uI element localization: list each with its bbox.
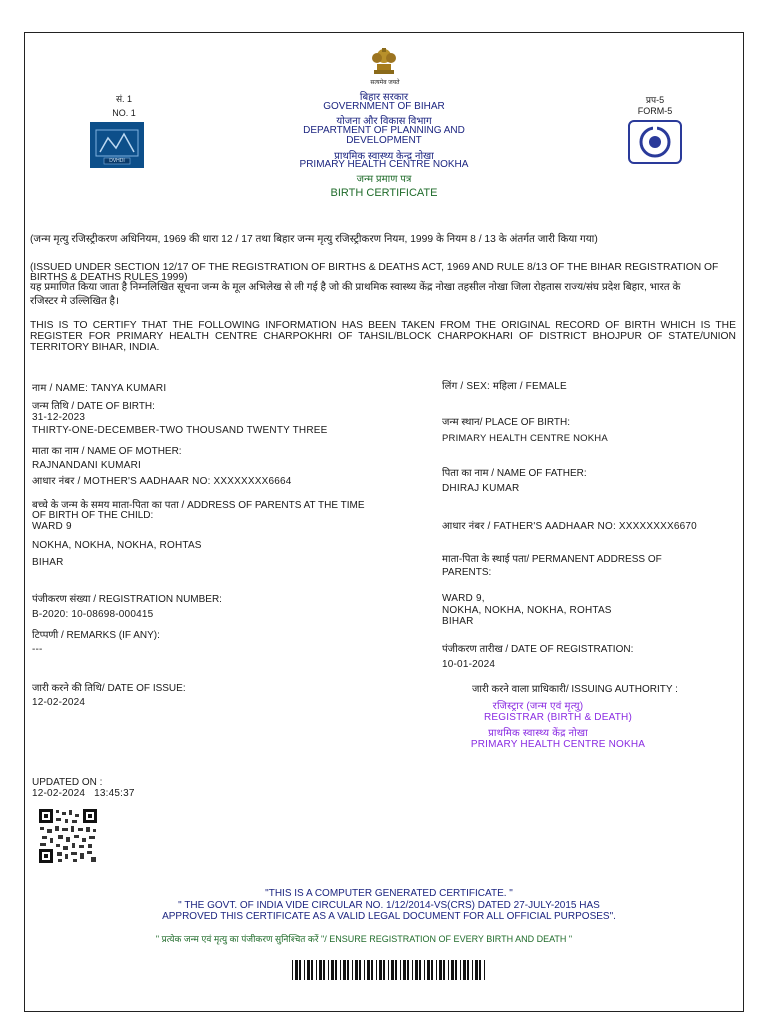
footer-line-1: "THIS IS A COMPUTER GENERATED CERTIFICATE. ": [265, 888, 513, 899]
dob-label: जन्म तिथि / DATE OF BIRTH:: [32, 401, 155, 412]
father-name: DHIRAJ KUMAR: [442, 483, 520, 494]
state-name-hindi: बिहार सरकार: [359, 92, 409, 103]
registration-date-label: पंजीकरण तारीख / DATE OF REGISTRATION:: [442, 644, 634, 655]
place-of-birth-label: जन्म स्थान/ PLACE OF BIRTH:: [442, 417, 570, 428]
permanent-address-line-2: NOKHA, NOKHA, NOKHA, ROHTAS: [442, 605, 612, 616]
authority-line-2: REGISTRAR (BIRTH & DEATH): [484, 712, 632, 723]
permanent-address-line-1: WARD 9,: [442, 593, 485, 604]
dob-words: THIRTY-ONE-DECEMBER-TWO THOUSAND TWENTY THREE: [32, 425, 328, 436]
issue-date: 12-02-2024: [32, 697, 86, 708]
updated-value: 12-02-2024 13:45:37: [32, 788, 135, 799]
certify-statement-hindi-2: रजिस्टर मे उल्लिखित है।: [30, 296, 119, 307]
updated-label: UPDATED ON :: [32, 777, 103, 788]
issue-date-label: जारी करने की तिथि/ DATE OF ISSUE:: [32, 683, 186, 694]
certificate-title-hindi: जन्म प्रमाण पत्र: [356, 174, 412, 185]
barcode-icon: [292, 960, 488, 980]
authority-line-1: रजिस्ट्रार (जन्म एवं मृत्यु): [492, 701, 584, 712]
centre-hindi: प्राथमिक स्वास्थ्य केन्द्र नोखा: [334, 151, 434, 162]
crs-logo-icon: [635, 125, 675, 159]
department-hindi: योजना और विकास विभाग: [336, 116, 432, 127]
act-reference-2: BIRTHS & DEATHS RULES 1999): [30, 272, 188, 283]
department-logo-text: DVHDI: [109, 158, 125, 164]
permanent-address-label-1: माता-पिता के स्थाई पता/ PERMANENT ADDRESS OF: [442, 554, 662, 565]
act-reference-hindi: (जन्म मृत्यु रजिस्ट्रीकरण अधिनियम, 1969 की धारा 12 / 17 तथा बिहार जन्म मृत्यु रजिस्ट्रीकरण नियम, 1999 के नियम 8 / 13 के अंतर्गत जारी किया गया): [30, 234, 598, 245]
place-of-birth: PRIMARY HEALTH CENTRE NOKHA: [442, 433, 608, 444]
address-line-2: NOKHA, NOKHA, NOKHA, ROHTAS: [32, 540, 202, 551]
authority-line-3: प्राथमिक स्वास्थ्य केंद्र नोखा: [488, 728, 588, 739]
serial-no: NO. 1: [112, 108, 136, 118]
department-name-2: DEVELOPMENT: [346, 135, 422, 146]
address-line-3: BIHAR: [32, 557, 64, 568]
father-aadhaar: आधार नंबर / FATHER'S AADHAAR NO: XXXXXXXX6670: [442, 521, 697, 532]
footer-slogan: " प्रत्येक जन्म एवं मृत्यु का पंजीकरण सुनिश्चित करें "/ ENSURE REGISTRATION OF EVERY BIRTH AND DEATH ": [155, 934, 573, 944]
address-line-1: WARD 9: [32, 521, 72, 532]
child-name: नाम / NAME: TANYA KUMARI: [32, 383, 167, 394]
centre-name: PRIMARY HEALTH CENTRE NOKHA: [299, 159, 469, 170]
registration-number-label: पंजीकरण संख्या / REGISTRATION NUMBER:: [32, 594, 222, 605]
state-emblem-icon: [368, 44, 400, 78]
address-label-2: OF BIRTH OF THE CHILD:: [32, 510, 154, 521]
crs-logo: [628, 120, 682, 164]
father-name-label: पिता का नाम / NAME OF FATHER:: [442, 468, 587, 479]
mother-name: RAJNANDANI KUMARI: [32, 460, 141, 471]
form-number-hindi: प्रप-5: [645, 95, 665, 105]
registration-date: 10-01-2024: [442, 659, 496, 670]
mother-name-label: माता का नाम / NAME OF MOTHER:: [32, 446, 182, 457]
address-label-1: बच्चे के जन्म के समय माता-पिता का पता / ADDRESS OF PARENTS AT THE TIME: [32, 500, 365, 511]
state-name: GOVERNMENT OF BIHAR: [323, 101, 445, 112]
footer-line-3: APPROVED THIS CERTIFICATE AS A VALID LEGAL DOCUMENT FOR ALL OFFICIAL PURPOSES".: [162, 911, 616, 922]
certify-statement: THIS IS TO CERTIFY THAT THE FOLLOWING INFORMATION HAS BEEN TAKEN FROM THE ORIGINAL RECORD OF BIRTH WHICH IS THE REGISTER FOR PRIMARY HEALTH CENTRE CHARPOKHRI OF TAHSIL/BLOCK CHARPOKHARI OF DISTRICT BHOJPUR OF STATE/UNION TERRITORY BIHAR, INDIA.: [30, 320, 736, 353]
remarks-label: टिप्पणी / REMARKS (IF ANY):: [32, 630, 160, 641]
form-number: FORM-5: [637, 106, 673, 116]
certify-statement-hindi-1: यह प्रमाणित किया जाता है निम्नलिखित सूचना जन्म के मूल अभिलेख से ली गई है जो की प्राथमिक स्वास्थ्य केंद्र नोखा तहसील नोखा जिला रोहतास राज्य/संघ प्रदेश बिहार, भारत के: [30, 282, 681, 293]
authority-line-4: PRIMARY HEALTH CENTRE NOKHA: [470, 739, 646, 750]
footer-line-2: " THE GOVT. OF INDIA VIDE CIRCULAR NO. 1/12/2014-VS(CRS) DATED 27-JULY-2015 HAS: [178, 900, 600, 911]
permanent-address-line-3: BIHAR: [442, 616, 474, 627]
serial-no-hindi: सं. 1: [115, 94, 133, 104]
issuing-authority-label: जारी करने वाला प्राधिकारी/ ISSUING AUTHORITY :: [472, 684, 678, 695]
department-name-1: DEPARTMENT OF PLANNING AND: [303, 125, 465, 136]
dob-value: 31-12-2023: [32, 412, 86, 423]
mother-aadhaar: आधार नंबर / MOTHER'S AADHAAR NO: XXXXXXXX6664: [32, 476, 292, 487]
certificate-title: BIRTH CERTIFICATE: [330, 187, 438, 199]
act-reference-1: (ISSUED UNDER SECTION 12/17 OF THE REGISTRATION OF BIRTHS & DEATHS ACT, 1969 AND RULE 8/13 OF THE BIHAR REGISTRATION OF: [30, 262, 719, 273]
emblem-motto: सत्यमेव जयते: [370, 80, 400, 86]
remarks-value: ---: [32, 644, 43, 655]
permanent-address-label-2: PARENTS:: [442, 567, 492, 578]
sex: लिंग / SEX: महिला / FEMALE: [442, 381, 567, 392]
qr-code-icon: [38, 808, 98, 864]
registration-number: B-2020: 10-08698-000415: [32, 609, 154, 620]
